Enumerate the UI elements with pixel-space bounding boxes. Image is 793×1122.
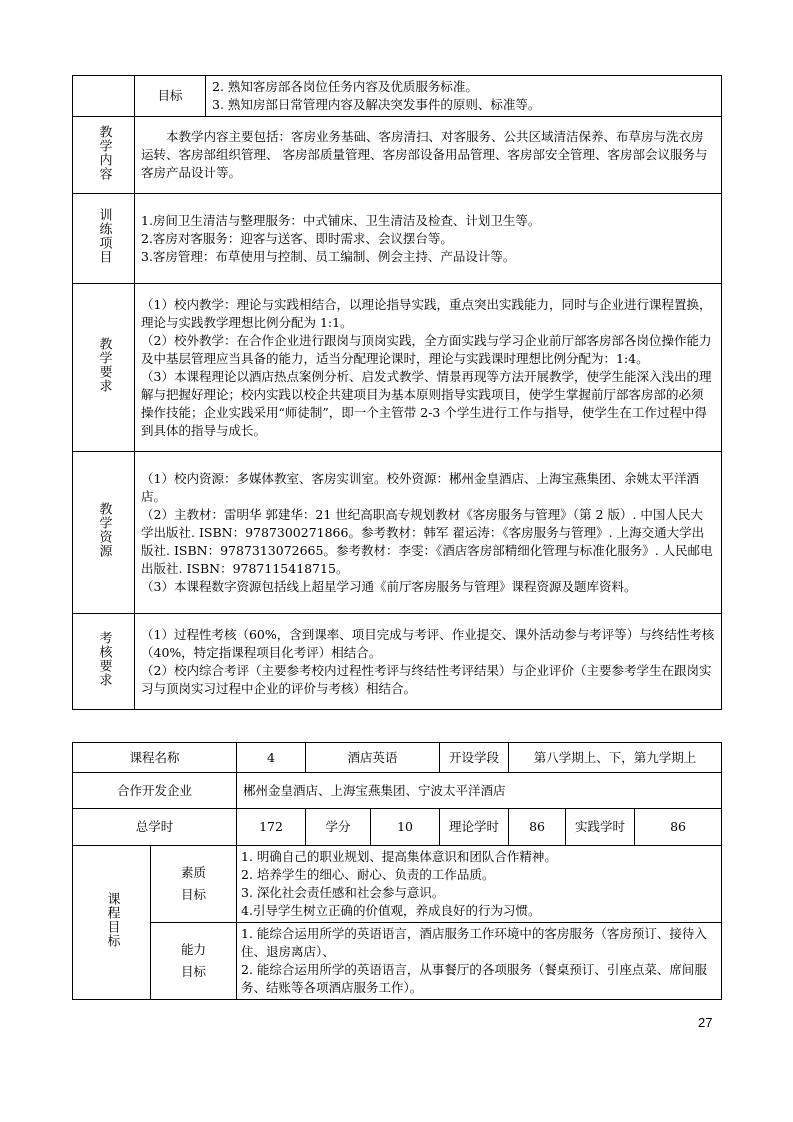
content-text: 本教学内容主要包括：客房业务基础、客房清扫、对客服务、公共区域清洁保养、布草房与洗衣房运转、客房部组织管理、 客房部质量管理、客房部设备用品管理、客房部安全管理、客房部会议服务与客房产品设计等。	[141, 129, 708, 180]
training-row	[73, 194, 722, 284]
course-name: 酒店英语	[306, 743, 440, 773]
quality-item: 2. 培养学生的细心、耐心、负责的工作品质。	[241, 867, 495, 882]
content-text-cell	[135, 117, 722, 194]
assessment-item: （1）过程性考核（60%，含到课率、项目完成与考评、作业提交、课外活动参与考评等）与终结性考核（40%，特定指课程项目化考评）相结合。	[141, 626, 715, 660]
course-detail-table	[72, 75, 722, 710]
requirement-item: （3）本课程理论以酒店热点案例分析、启发式教学、情景再现等方法开展教学，使学生能深入浅出的理解与把握好理论；校内实践以校企共建项目为基本原则指导实践项目，使学生掌握前厅部客房部的必须操作技能；企业实践采用“师徒制”，即一个主管带 2-3 个学生进行工作与指导，使学生在工作过程中得到具体的指导与成长。	[141, 368, 712, 438]
training-content	[135, 194, 722, 284]
requirements-row	[73, 284, 722, 452]
practice-hours: 86	[635, 809, 722, 846]
partner-row	[73, 773, 722, 809]
ability-label-cell	[151, 923, 237, 1000]
ability-item: 2. 能综合运用所学的英语语言，从事餐厅的各项服务（餐桌预订、引座点菜、席间服务、结账等各项酒店服务工作）。	[241, 962, 707, 995]
quality-content	[237, 846, 722, 923]
page-number: 27	[698, 1015, 713, 1030]
requirements-content	[135, 284, 722, 452]
theory-label: 理论学时	[440, 809, 509, 846]
total-hours-label: 总学时	[73, 809, 237, 846]
quality-row	[73, 846, 722, 923]
course-name-row	[73, 743, 722, 773]
theory-hours: 86	[509, 809, 566, 846]
objectives-content	[206, 76, 722, 117]
resources-label: 教学资源	[96, 502, 112, 558]
assessment-label-cell	[73, 614, 135, 710]
course-no: 4	[237, 743, 306, 773]
objectives-row	[73, 76, 722, 117]
blank-cell	[73, 76, 135, 117]
course-name-label: 课程名称	[73, 743, 237, 773]
content-row	[73, 117, 722, 194]
practice-label: 实践学时	[566, 809, 635, 846]
training-item: 1.房间卫生清洁与整理服务：中式铺床、卫生清洁及检查、计划卫生等。	[141, 212, 541, 228]
quality-label: 素质目标	[180, 865, 206, 902]
partner-label: 合作开发企业	[73, 773, 237, 809]
ability-row	[73, 923, 722, 1000]
requirement-item: （2）校外教学：在合作企业进行跟岗与顶岗实践，全方面实践与学习企业前厅部客房部各岗位操作能力及中基层管理应当具备的能力，适当分配理论课时，理论与实践课时理想比例分配为：1:4。	[141, 332, 712, 366]
training-item: 3.客房管理：布草使用与控制、员工编制、例会主持、产品设计等。	[141, 248, 516, 264]
total-hours: 172	[237, 809, 306, 846]
objective-item: 3. 熟知房部日常管理内容及解决突发事件的原则、标准等。	[212, 97, 541, 112]
content-label-cell	[73, 117, 135, 194]
requirements-label-cell	[73, 284, 135, 452]
resources-label-cell	[73, 452, 135, 614]
quality-label-cell	[151, 846, 237, 923]
requirement-item: （1）校内教学：理论与实践相结合，以理论指导实践，重点突出实践能力，同时与企业进行课程置换，理论与实践教学理想比例分配为 1:1。	[141, 296, 712, 330]
semester: 第八学期上、下，第九学期上	[509, 743, 722, 773]
ability-item: 1. 能综合运用所学的英语语言，酒店服务工作环境中的客房服务（客房预订、接待入住、退房离店）、	[241, 926, 707, 959]
ability-label: 能力目标	[180, 942, 206, 979]
quality-item: 3. 深化社会责任感和社会参与意识。	[241, 885, 445, 900]
training-item: 2.客房对客服务：迎客与送客、即时需求、会议摆台等。	[141, 230, 453, 246]
objective-item: 2. 熟知客房部各岗位任务内容及优质服务标准。	[212, 79, 478, 94]
goal-label: 课程目标	[104, 892, 120, 948]
credits: 10	[371, 809, 440, 846]
quality-item: 4.引导学生树立正确的价值观，养成良好的行为习惯。	[241, 903, 541, 918]
resource-item: （1）校内资源：多媒体教室、客房实训室。校外资源：郴州金皇酒店、上海宝燕集团、余姚太平洋酒店。	[141, 470, 699, 504]
assessment-content	[135, 614, 722, 710]
training-label: 训练项目	[96, 208, 112, 264]
goal-label-cell	[73, 846, 151, 1000]
training-label-cell	[73, 194, 135, 284]
hours-row	[73, 809, 722, 846]
resources-content	[135, 452, 722, 614]
ability-content	[237, 923, 722, 1000]
semester-label: 开设学段	[440, 743, 509, 773]
credits-label: 学分	[306, 809, 371, 846]
assessment-label: 考核要求	[96, 631, 112, 687]
course-info-table	[72, 742, 722, 1000]
resource-item: （3）本课程数字资源包括线上超星学习通《前厅客房服务与管理》课程资源及题库资料。	[141, 578, 637, 594]
resource-item: （2）主教材：雷明华 郭建华：21 世纪高职高专规划教材《客房服务与管理》（第 2 版）. 中国人民大学出版社. ISBN：9787300271866。参考教材：韩军 翟运涛：《客房服务与管理》. 上海交通大学出版社. ISBN：9787313072665。参考教材：李雯：《酒店客房部精细化管理与标准化服务》. 人民邮电出版社. ISBN：9787115418715。	[141, 506, 713, 576]
quality-item: 1. 明确自己的职业规划、提高集体意识和团队合作精神。	[241, 849, 557, 864]
assessment-row	[73, 614, 722, 710]
resources-row	[73, 452, 722, 614]
requirements-label: 教学要求	[96, 337, 112, 393]
partner: 郴州金皇酒店、上海宝燕集团、宁波太平洋酒店	[237, 773, 722, 809]
objectives-label: 目标	[135, 76, 206, 117]
assessment-item: （2）校内综合考评（主要参考校内过程性考评与终结性考评结果）与企业评价（主要参考学生在跟岗实习与顶岗实习过程中企业的评价与考核）相结合。	[141, 662, 712, 696]
content-label: 教学内容	[96, 124, 112, 181]
